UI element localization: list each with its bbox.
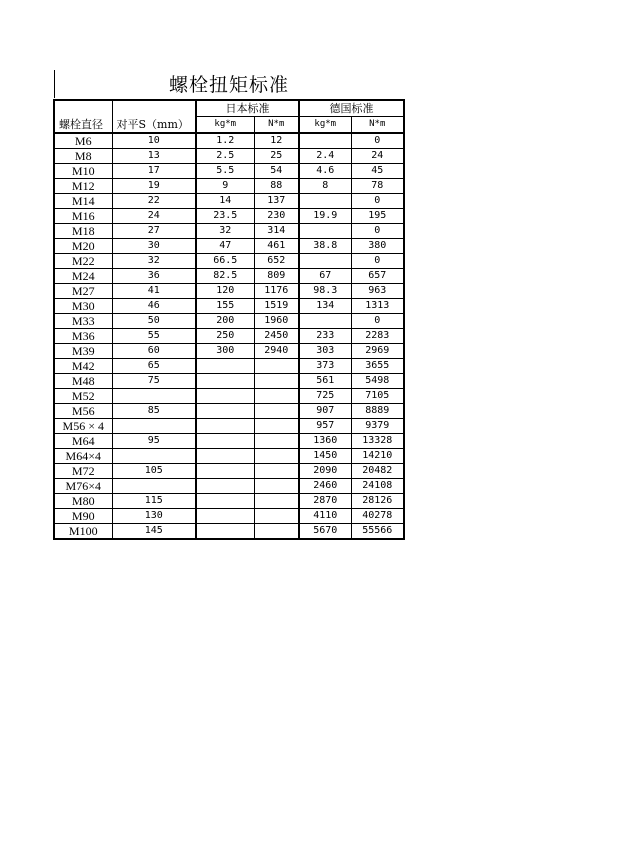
cell-de-nm: 24108 (351, 479, 404, 494)
cell-jp-nm: 54 (254, 164, 299, 179)
cell-across-flats: 10 (112, 133, 196, 149)
cell-de-nm: 28126 (351, 494, 404, 509)
cell-diameter: M80 (54, 494, 112, 509)
cell-diameter: M52 (54, 389, 112, 404)
cell-across-flats: 60 (112, 344, 196, 359)
cell-jp-nm (254, 449, 299, 464)
table-row (54, 149, 404, 164)
cell-across-flats: 41 (112, 284, 196, 299)
cell-de-nm: 55566 (351, 524, 404, 540)
cell-diameter: M90 (54, 509, 112, 524)
cell-jp-nm (254, 464, 299, 479)
cell-across-flats: 75 (112, 374, 196, 389)
cell-de-nm: 3655 (351, 359, 404, 374)
cell-jp-nm: 461 (254, 239, 299, 254)
cell-across-flats: 13 (112, 149, 196, 164)
header-jp-kgm: kg*m (196, 117, 254, 134)
table-row (54, 389, 404, 404)
cell-jp-nm: 2450 (254, 329, 299, 344)
cell-across-flats (112, 419, 196, 434)
cell-jp-nm: 1960 (254, 314, 299, 329)
cell-de-nm: 0 (351, 133, 404, 149)
cell-de-kgm: 2870 (299, 494, 351, 509)
cell-jp-kgm (196, 359, 254, 374)
cell-jp-nm: 25 (254, 149, 299, 164)
table-row (54, 509, 404, 524)
cell-diameter: M10 (54, 164, 112, 179)
cell-jp-kgm: 14 (196, 194, 254, 209)
cell-jp-nm (254, 404, 299, 419)
cell-across-flats: 22 (112, 194, 196, 209)
cell-de-nm: 24 (351, 149, 404, 164)
table-row (54, 479, 404, 494)
cell-de-kgm: 5670 (299, 524, 351, 540)
cell-across-flats: 85 (112, 404, 196, 419)
cell-diameter: M24 (54, 269, 112, 284)
cell-de-kgm (299, 194, 351, 209)
cell-jp-kgm: 2.5 (196, 149, 254, 164)
cell-jp-kgm: 47 (196, 239, 254, 254)
cell-jp-kgm: 82.5 (196, 269, 254, 284)
cell-de-kgm: 67 (299, 269, 351, 284)
cell-diameter: M64×4 (54, 449, 112, 464)
cell-across-flats: 19 (112, 179, 196, 194)
cell-de-kgm: 233 (299, 329, 351, 344)
cell-de-kgm: 19.9 (299, 209, 351, 224)
cell-jp-nm (254, 359, 299, 374)
cell-jp-kgm (196, 419, 254, 434)
cell-de-nm: 963 (351, 284, 404, 299)
cell-diameter: M72 (54, 464, 112, 479)
cell-de-kgm: 303 (299, 344, 351, 359)
cell-jp-kgm (196, 434, 254, 449)
header-japan-standard: 日本标准 (196, 100, 299, 117)
cell-across-flats: 30 (112, 239, 196, 254)
header-diameter: 螺栓直径 (54, 100, 112, 133)
cell-diameter: M42 (54, 359, 112, 374)
cell-diameter: M100 (54, 524, 112, 540)
cell-jp-kgm (196, 479, 254, 494)
cell-de-nm: 0 (351, 224, 404, 239)
cell-across-flats: 55 (112, 329, 196, 344)
table-row (54, 494, 404, 509)
cell-de-nm: 40278 (351, 509, 404, 524)
cell-diameter: M22 (54, 254, 112, 269)
cell-across-flats: 145 (112, 524, 196, 540)
cell-jp-kgm: 9 (196, 179, 254, 194)
cell-diameter: M30 (54, 299, 112, 314)
cell-diameter: M14 (54, 194, 112, 209)
cell-jp-kgm (196, 509, 254, 524)
cell-diameter: M16 (54, 209, 112, 224)
cell-jp-nm (254, 479, 299, 494)
cell-jp-nm (254, 494, 299, 509)
cell-de-kgm (299, 224, 351, 239)
cell-diameter: M39 (54, 344, 112, 359)
cell-jp-kgm: 120 (196, 284, 254, 299)
cell-jp-nm (254, 509, 299, 524)
cell-de-kgm (299, 254, 351, 269)
torque-table-body (54, 133, 404, 539)
cell-jp-kgm: 200 (196, 314, 254, 329)
cell-across-flats: 130 (112, 509, 196, 524)
cell-diameter: M36 (54, 329, 112, 344)
cell-de-kgm: 907 (299, 404, 351, 419)
cell-jp-nm: 314 (254, 224, 299, 239)
table-row (54, 344, 404, 359)
cell-jp-nm: 809 (254, 269, 299, 284)
cell-diameter: M20 (54, 239, 112, 254)
cell-jp-kgm (196, 374, 254, 389)
cell-jp-nm: 230 (254, 209, 299, 224)
page-title: 螺栓扭矩标准 (168, 74, 289, 96)
table-row (54, 239, 404, 254)
cell-jp-kgm: 1.2 (196, 133, 254, 149)
cell-diameter: M48 (54, 374, 112, 389)
table-row (54, 133, 404, 149)
table-row (54, 359, 404, 374)
cell-jp-kgm (196, 449, 254, 464)
cell-de-kgm: 8 (299, 179, 351, 194)
cell-diameter: M56 × 4 (54, 419, 112, 434)
cell-de-nm: 14210 (351, 449, 404, 464)
cell-diameter: M64 (54, 434, 112, 449)
cell-de-nm: 8889 (351, 404, 404, 419)
cell-across-flats: 24 (112, 209, 196, 224)
table-row (54, 434, 404, 449)
cell-de-kgm: 561 (299, 374, 351, 389)
table-row (54, 284, 404, 299)
cell-jp-kgm: 23.5 (196, 209, 254, 224)
cell-de-nm: 657 (351, 269, 404, 284)
cell-diameter: M6 (54, 133, 112, 149)
cell-jp-kgm (196, 389, 254, 404)
cell-de-nm: 20482 (351, 464, 404, 479)
cell-de-nm: 5498 (351, 374, 404, 389)
cell-across-flats: 50 (112, 314, 196, 329)
table-row (54, 209, 404, 224)
cell-jp-kgm: 250 (196, 329, 254, 344)
cell-jp-kgm (196, 404, 254, 419)
cell-diameter: M27 (54, 284, 112, 299)
table-row (54, 179, 404, 194)
table-row (54, 524, 404, 540)
table-row (54, 224, 404, 239)
cell-de-nm: 7105 (351, 389, 404, 404)
cell-across-flats: 46 (112, 299, 196, 314)
cell-de-nm: 0 (351, 194, 404, 209)
table-row (54, 194, 404, 209)
cell-de-kgm (299, 314, 351, 329)
cell-jp-nm: 137 (254, 194, 299, 209)
cell-jp-nm: 652 (254, 254, 299, 269)
table-row (54, 404, 404, 419)
cell-de-nm: 9379 (351, 419, 404, 434)
cell-de-kgm: 4110 (299, 509, 351, 524)
cell-jp-nm: 12 (254, 133, 299, 149)
cell-across-flats (112, 449, 196, 464)
cell-de-kgm: 134 (299, 299, 351, 314)
cell-across-flats: 27 (112, 224, 196, 239)
table-row (54, 299, 404, 314)
cell-jp-nm: 88 (254, 179, 299, 194)
cell-de-kgm: 1360 (299, 434, 351, 449)
header-across-flats: 对平S（mm） (112, 100, 196, 133)
cell-de-nm: 1313 (351, 299, 404, 314)
cell-de-nm: 0 (351, 254, 404, 269)
cell-jp-nm (254, 524, 299, 540)
cell-diameter: M56 (54, 404, 112, 419)
cell-jp-nm (254, 419, 299, 434)
cell-de-kgm: 38.8 (299, 239, 351, 254)
cell-de-kgm: 2.4 (299, 149, 351, 164)
table-row (54, 314, 404, 329)
cell-de-kgm: 1450 (299, 449, 351, 464)
cell-de-nm: 195 (351, 209, 404, 224)
cell-jp-kgm (196, 494, 254, 509)
header-de-kgm: kg*m (299, 117, 351, 134)
cell-jp-kgm: 5.5 (196, 164, 254, 179)
table-row (54, 464, 404, 479)
cell-diameter: M12 (54, 179, 112, 194)
cell-across-flats (112, 389, 196, 404)
cell-diameter: M18 (54, 224, 112, 239)
cell-across-flats: 95 (112, 434, 196, 449)
cell-jp-nm (254, 389, 299, 404)
cell-jp-kgm: 155 (196, 299, 254, 314)
cell-across-flats: 17 (112, 164, 196, 179)
cell-jp-kgm (196, 464, 254, 479)
cell-de-nm: 2969 (351, 344, 404, 359)
table-row (54, 164, 404, 179)
cell-jp-kgm (196, 524, 254, 540)
cell-de-kgm: 2090 (299, 464, 351, 479)
table-row (54, 254, 404, 269)
cell-jp-nm (254, 374, 299, 389)
header-de-nm: N*m (351, 117, 404, 134)
cell-across-flats: 105 (112, 464, 196, 479)
cell-de-nm: 380 (351, 239, 404, 254)
table-row (54, 374, 404, 389)
table-row (54, 419, 404, 434)
cell-across-flats: 65 (112, 359, 196, 374)
cell-jp-kgm: 66.5 (196, 254, 254, 269)
cell-across-flats: 36 (112, 269, 196, 284)
cell-de-nm: 45 (351, 164, 404, 179)
table-row (54, 269, 404, 284)
cell-de-nm: 0 (351, 314, 404, 329)
cell-diameter: M8 (54, 149, 112, 164)
cell-de-kgm: 98.3 (299, 284, 351, 299)
torque-table (53, 99, 405, 540)
table-row (54, 329, 404, 344)
header-jp-nm: N*m (254, 117, 299, 134)
cell-jp-nm: 1176 (254, 284, 299, 299)
cell-de-kgm (299, 133, 351, 149)
cell-de-kgm: 4.6 (299, 164, 351, 179)
header-germany-standard: 德国标准 (299, 100, 404, 117)
cell-jp-kgm: 32 (196, 224, 254, 239)
cell-de-nm: 13328 (351, 434, 404, 449)
cell-de-kgm: 373 (299, 359, 351, 374)
cell-across-flats: 115 (112, 494, 196, 509)
cell-jp-nm (254, 434, 299, 449)
cell-diameter: M76×4 (54, 479, 112, 494)
cell-de-kgm: 957 (299, 419, 351, 434)
cell-de-kgm: 2460 (299, 479, 351, 494)
cell-de-kgm: 725 (299, 389, 351, 404)
cell-jp-kgm: 300 (196, 344, 254, 359)
cell-de-nm: 78 (351, 179, 404, 194)
cell-across-flats: 32 (112, 254, 196, 269)
cell-diameter: M33 (54, 314, 112, 329)
cell-de-nm: 2283 (351, 329, 404, 344)
table-row (54, 449, 404, 464)
cell-across-flats (112, 479, 196, 494)
cell-jp-nm: 1519 (254, 299, 299, 314)
cell-jp-nm: 2940 (254, 344, 299, 359)
